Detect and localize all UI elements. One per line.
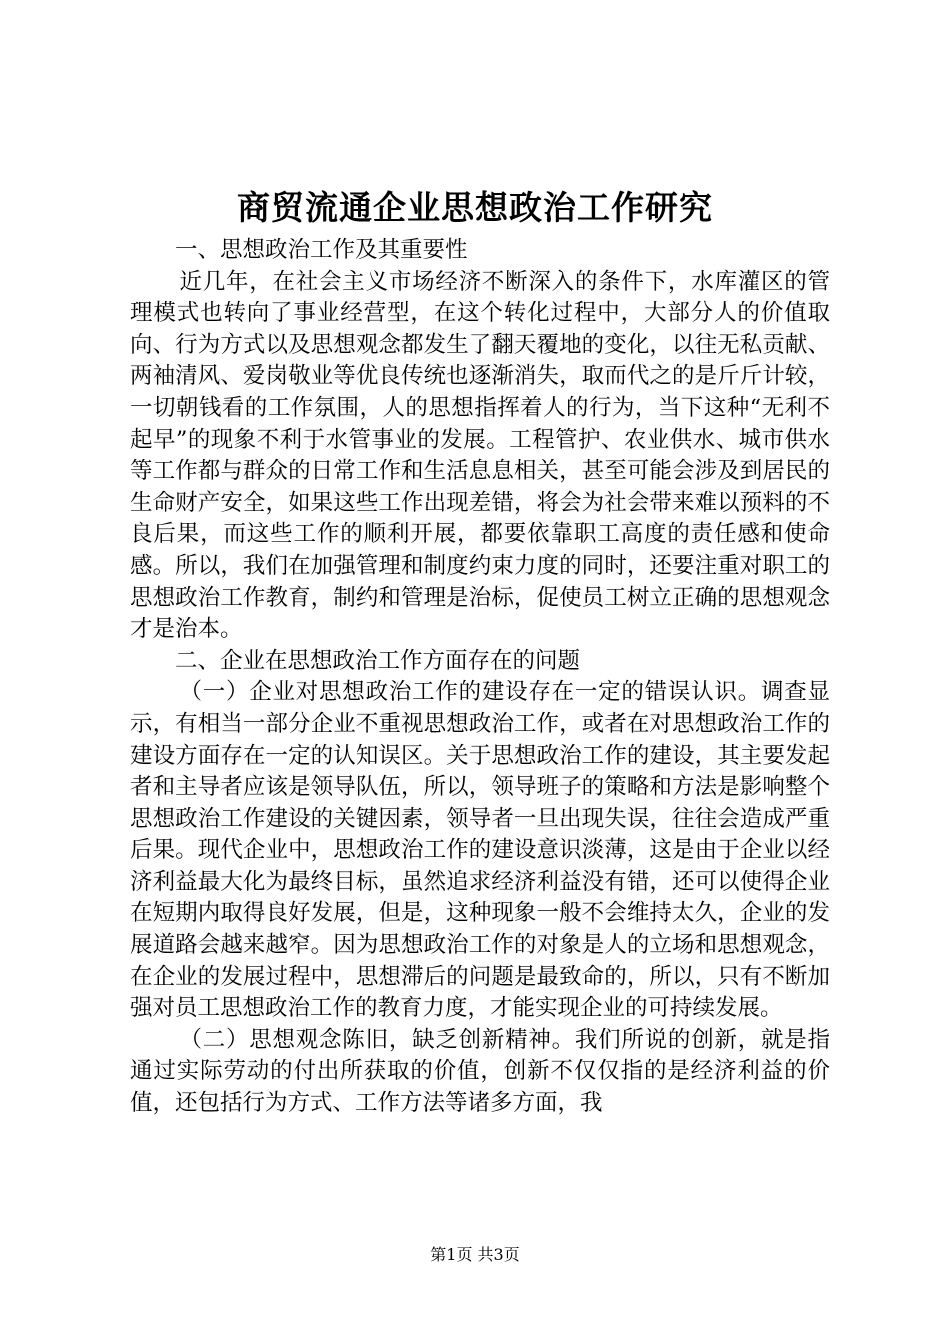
document-body xyxy=(130,235,830,1120)
page-footer: 第1页 共3页 xyxy=(430,1245,520,1264)
section-2-paragraph-1: （一）企业对思想政治工作的建设存在一定的错误认识。调查显示，有相当一部分企业不重视思想政治工作，或者在对思想政治工作的建设方面存在一定的认知误区。关于思想政治工作的建设，其主要发起者和主导者应该是领导队伍，所以，领导班子的策略和方法是影响整个思想政治工作建设的关键因素，领导者一旦出现失误，往往会造成严重后果。现代企业中，思想政治工作的建设意识淡薄，这是由于企业以经济利益最大化为最终目标，虽然追求经济利益没有错，还可以使得企业在短期内取得良好发展，但是，这种现象一般不会维持太久，企业的发展道路会越来越窄。因为思想政治工作的对象是人的立场和思想观念，在企业的发展过程中，思想滞后的问题是最致命的，所以，只有不断加强对员工思想政治工作的教育力度，才能实现企业的可持续发展。 xyxy=(130,679,830,1022)
section-heading-2: 二、企业在思想政治工作方面存在的问题 xyxy=(175,647,581,674)
section-heading-1: 一、思想政治工作及其重要性 xyxy=(175,237,468,263)
section-2-paragraph-2: （二）思想观念陈旧，缺乏创新精神。我们所说的创新，就是指通过实际劳动的付出所获取的价值，创新不仅仅指的是经济利益的价值，还包括行为方式、工作方法等诸多方面，我 xyxy=(130,1026,830,1117)
section-1-paragraph-1: 近几年，在社会主义市场经济不断深入的条件下，水库灌区的管理模式也转向了事业经营型，在这个转化过程中，大部分人的价值取向、行为方式以及思想观念都发生了翻天覆地的变化，以往无私贡献、两袖清风、爱岗敬业等优良传统也逐渐消失，取而代之的是斤斤计较，一切朝钱看的工作氛围，人的思想指挥着人的行为，当下这种“无利不起早”的现象不利于水管事业的发展。工程管护、农业供水、城市供水等工作都与群众的日常工作和生活息息相关，甚至可能会涉及到居民的生命财产安全，如果这些工作出现差错，将会为社会带来难以预料的不良后果，而这些工作的顺利开展，都要依靠职工高度的责任感和使命感。所以，我们在加强管理和制度约束力度的同时，还要注重对职工的思想政治工作教育，制约和管理是治标，促使员工树立正确的思想观念才是治本。 xyxy=(130,268,830,643)
document-title: 商贸流通企业思想政治工作研究 xyxy=(237,188,713,227)
